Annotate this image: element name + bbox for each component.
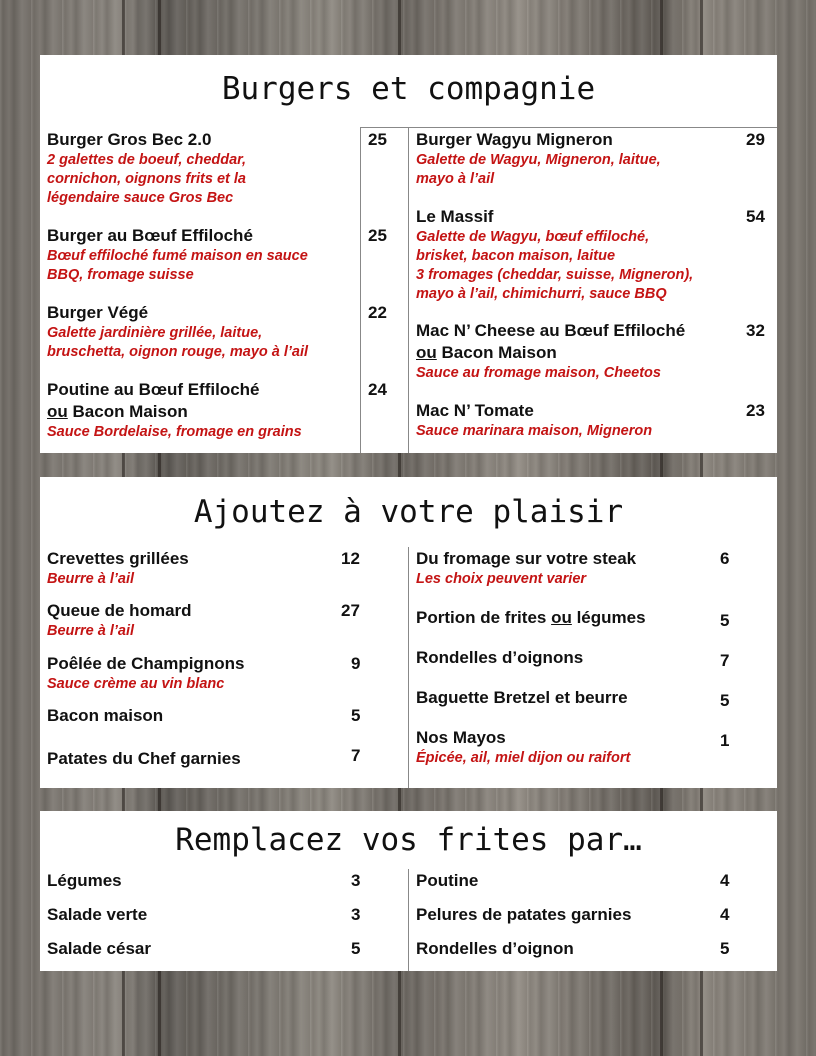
item-price: 7 [351, 746, 361, 765]
item-price: 5 [720, 691, 730, 710]
item-name: Poutine [416, 871, 479, 890]
item-price: 3 [351, 905, 361, 924]
item-name: Burger Gros Bec 2.0 [47, 130, 212, 149]
fries-panel [40, 811, 777, 971]
column-divider [360, 127, 361, 453]
item-description: Galette jardinière grillée, laitue, [47, 325, 263, 341]
item-description: légendaire sauce Gros Bec [47, 190, 234, 206]
item-name: Nos Mayos [416, 728, 506, 747]
item-description: Épicée, ail, miel dijon ou raifort [416, 750, 631, 766]
column-divider [408, 869, 409, 971]
item-description: 3 fromages (cheddar, suisse, Migneron), [416, 267, 694, 283]
item-name: Queue de homard [47, 601, 192, 620]
item-description: Sauce Bordelaise, fromage en grains [47, 424, 302, 440]
item-name: Le Massif [416, 207, 494, 226]
item-name: Poêlée de Champignons [47, 654, 245, 673]
item-description: BBQ, fromage suisse [47, 267, 194, 283]
menu-item [47, 379, 302, 442]
item-price: 5 [351, 939, 361, 958]
item-price: 12 [341, 549, 360, 568]
menu-item [416, 206, 693, 304]
item-name: Mac N’ Cheese au Bœuf Effiloché [416, 321, 686, 340]
menu-item [47, 225, 308, 285]
menu-item [416, 400, 652, 441]
extras-title: Ajoutez à votre plaisir [193, 494, 624, 530]
item-price: 5 [720, 611, 730, 630]
item-description: Beurre à l’ail [47, 623, 135, 639]
item-name: Pelures de patates garnies [416, 905, 632, 924]
item-price: 24 [368, 380, 387, 399]
item-name-alt: Bacon Maison [67, 402, 188, 421]
menu-item [47, 129, 246, 208]
fries-title: Remplacez vos frites par… [175, 822, 642, 858]
burgers-title: Burgers et compagnie [221, 71, 596, 107]
menu-item [416, 607, 646, 629]
burgers-panel [40, 55, 777, 453]
item-price: 5 [720, 939, 730, 958]
column-divider [408, 547, 409, 788]
item-name-alt: Bacon Maison [436, 343, 557, 362]
item-description: bruschetta, oignon rouge, mayo à l’ail [47, 344, 309, 360]
item-price: 4 [720, 871, 730, 890]
item-name: Crevettes grillées [47, 549, 189, 568]
item-name: Rondelles d’oignon [416, 939, 574, 958]
item-name: Salade verte [47, 905, 148, 924]
item-name-alt: légumes [571, 608, 646, 627]
item-description: mayo à l’ail, chimichurri, sauce BBQ [416, 286, 667, 302]
item-price: 25 [368, 226, 387, 245]
item-description: Sauce au fromage maison, Cheetos [416, 365, 661, 381]
item-name: Poutine au Bœuf Effiloché [47, 380, 260, 399]
item-price: 1 [720, 731, 730, 750]
column-divider [408, 127, 409, 453]
menu-item [416, 687, 628, 709]
menu-item [416, 647, 583, 669]
item-price: 9 [351, 654, 361, 673]
item-name: Mac N’ Tomate [416, 401, 534, 420]
item-description: 2 galettes de boeuf, cheddar, [47, 152, 247, 168]
menu-item [416, 727, 630, 768]
item-name: Rondelles d’oignons [416, 648, 584, 667]
extras-panel [40, 477, 777, 788]
item-price: 5 [351, 706, 361, 725]
item-name-or: ou [47, 402, 68, 421]
item-description: Galette de Wagyu, Migneron, laitue, [416, 152, 661, 168]
item-description: Beurre à l’ail [47, 571, 135, 587]
item-price: 32 [746, 321, 765, 340]
table-top-border [360, 127, 777, 128]
item-price: 23 [746, 401, 765, 420]
item-description: Les choix peuvent varier [416, 571, 587, 587]
item-name: Patates du Chef garnies [47, 749, 241, 768]
item-price: 25 [368, 130, 387, 149]
item-description: Galette de Wagyu, bœuf effiloché, [416, 229, 650, 245]
item-description: mayo à l’ail [416, 171, 495, 187]
item-price: 29 [746, 130, 765, 149]
item-description: Bœuf effiloché fumé maison en sauce [47, 248, 308, 264]
item-name: Légumes [47, 871, 122, 890]
menu-item [47, 548, 189, 589]
item-price: 4 [720, 905, 730, 924]
menu-item [416, 129, 661, 189]
item-description: Sauce marinara maison, Migneron [416, 423, 653, 439]
item-name: Burger Wagyu Migneron [416, 130, 613, 149]
item-price: 3 [351, 871, 361, 890]
item-price: 27 [341, 601, 360, 620]
item-price: 7 [720, 651, 730, 670]
item-name: Portion de frites [416, 608, 552, 627]
menu-item [47, 302, 308, 362]
item-name: Baguette Bretzel et beurre [416, 688, 628, 707]
item-name: Burger Végé [47, 303, 149, 322]
item-name: Du fromage sur votre steak [416, 549, 637, 568]
item-name-or: ou [551, 608, 572, 627]
item-name: Bacon maison [47, 706, 164, 725]
item-name: Burger au Bœuf Effiloché [47, 226, 253, 245]
menu-item [47, 705, 163, 727]
menu-item [416, 320, 685, 383]
item-name-or: ou [416, 343, 437, 362]
item-price: 22 [368, 303, 387, 322]
menu-item [416, 548, 636, 589]
item-price: 54 [746, 207, 765, 226]
menu-item [47, 748, 241, 770]
item-description: Sauce crème au vin blanc [47, 676, 225, 692]
menu-item [47, 600, 192, 641]
item-description: brisket, bacon maison, laitue [416, 248, 616, 264]
item-description: cornichon, oignons frits et la [47, 171, 246, 187]
item-price: 6 [720, 549, 730, 568]
item-name: Salade césar [47, 939, 151, 958]
menu-item [47, 653, 244, 694]
